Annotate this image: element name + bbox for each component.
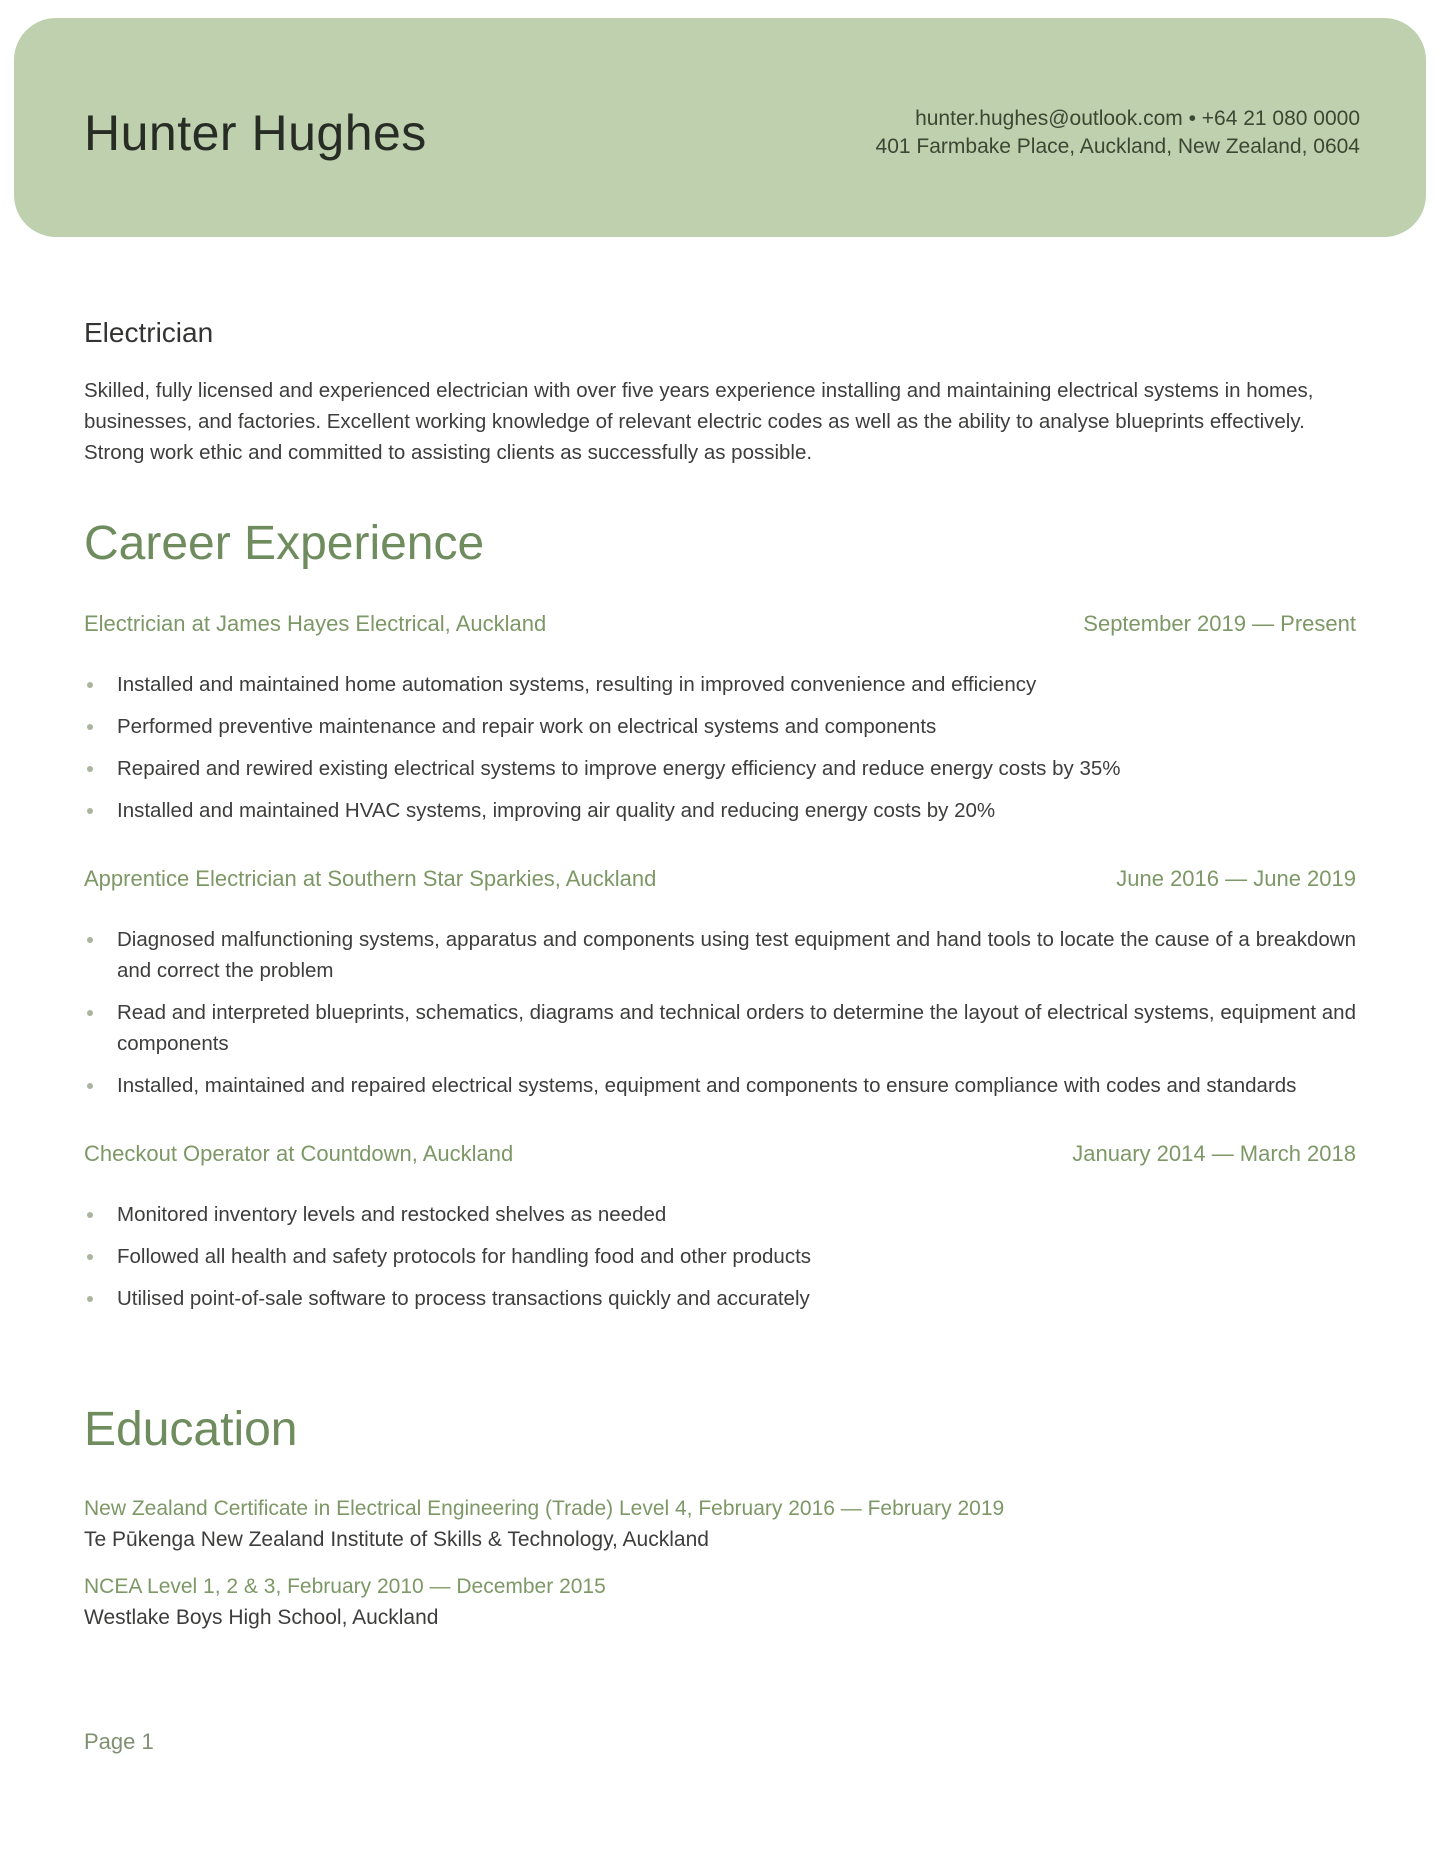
bullet-dot xyxy=(87,1296,93,1302)
education-institution: Te Pūkenga New Zealand Institute of Skills & Technology, Auckland xyxy=(84,1528,709,1551)
job-entry xyxy=(84,611,1356,826)
job-bullet xyxy=(84,1070,1356,1101)
bullet-text: Installed and maintained HVAC systems, improving air quality and reducing energy costs by 20% xyxy=(117,799,996,822)
bullet-text: Performed preventive maintenance and repair work on electrical systems and components xyxy=(117,715,937,738)
education-entry xyxy=(84,1571,1356,1633)
profile-summary: Skilled, fully licensed and experienced electrician with over five years experience installing and maintaining electrical systems in homes, businesses, and factories. Excellent working knowledge of relevant electric codes as well as the ability to analyse blueprints effectively. Strong work ethic and committed to assisting clients as successfully as possible. xyxy=(84,379,1314,464)
career-section-heading: Career Experience xyxy=(84,517,485,570)
bullet-dot xyxy=(87,937,93,943)
job-entry xyxy=(84,1141,1356,1314)
bullet-dot xyxy=(87,1212,93,1218)
job-bullet xyxy=(84,1199,1356,1230)
person-name: Hunter Hughes xyxy=(84,104,427,161)
job-bullet xyxy=(84,711,1356,742)
bullet-text: Installed and maintained home automation systems, resulting in improved convenience and efficiency xyxy=(117,673,1037,696)
job-dates: June 2016 — June 2019 xyxy=(1116,866,1356,891)
bullet-dot xyxy=(87,1254,93,1260)
education-title: NCEA Level 1, 2 & 3, February 2010 — December 2015 xyxy=(84,1575,606,1598)
education-section-heading: Education xyxy=(84,1403,298,1456)
job-bullet-list xyxy=(84,669,1356,826)
bullet-dot xyxy=(87,1083,93,1089)
bullet-text: Utilised point-of-sale software to process transactions quickly and accurately xyxy=(117,1287,810,1310)
education-title: New Zealand Certificate in Electrical Engineering (Trade) Level 4, February 2016 — February 2019 xyxy=(84,1497,1005,1520)
job-bullet xyxy=(84,924,1356,986)
contact-line-address: 401 Farmbake Place, Auckland, New Zealand, 0604 xyxy=(875,134,1360,158)
job-bullet xyxy=(84,1241,1356,1272)
bullet-dot xyxy=(87,1010,93,1016)
job-bullet-list xyxy=(84,924,1356,1101)
job-bullet xyxy=(84,669,1356,700)
contact-line-email-phone: hunter.hughes@outlook.com • +64 21 080 0000 xyxy=(915,106,1360,130)
bullet-dot xyxy=(87,682,93,688)
job-bullet xyxy=(84,753,1356,784)
job-header xyxy=(84,611,1356,637)
job-bullet-list xyxy=(84,1199,1356,1314)
role-title: Electrician xyxy=(84,317,214,348)
bullet-dot xyxy=(87,724,93,730)
job-bullet xyxy=(84,997,1356,1059)
bullet-text: Read and interpreted blueprints, schematics, diagrams and technical orders to determine the layout of electrical systems, equipment and components xyxy=(117,1001,1356,1055)
job-entry xyxy=(84,866,1356,1101)
education-entries xyxy=(84,1493,1356,1633)
job-title: Electrician at James Hayes Electrical, Auckland xyxy=(84,611,547,636)
bullet-text: Followed all health and safety protocols for handling food and other products xyxy=(117,1245,812,1268)
bullet-text: Repaired and rewired existing electrical systems to improve energy efficiency and reduce energy costs by 35% xyxy=(117,757,1121,780)
bullet-text: Monitored inventory levels and restocked shelves as needed xyxy=(117,1203,667,1226)
job-title: Checkout Operator at Countdown, Auckland xyxy=(84,1141,514,1166)
job-dates: January 2014 — March 2018 xyxy=(1072,1141,1356,1166)
job-bullet xyxy=(84,795,1356,826)
job-title: Apprentice Electrician at Southern Star Sparkies, Auckland xyxy=(84,866,657,891)
contact-block xyxy=(876,105,1360,161)
bullet-text: Diagnosed malfunctioning systems, apparatus and components using test equipment and hand tools to locate the cause of a breakdown and correct the problem xyxy=(117,928,1356,982)
job-bullet xyxy=(84,1283,1356,1314)
bullet-dot xyxy=(87,766,93,772)
job-dates: September 2019 — Present xyxy=(1083,611,1356,636)
job-header xyxy=(84,1141,1356,1167)
education-entry xyxy=(84,1493,1356,1555)
education-institution: Westlake Boys High School, Auckland xyxy=(84,1606,439,1629)
bullet-dot xyxy=(87,808,93,814)
job-header xyxy=(84,866,1356,892)
resume-body xyxy=(0,317,1440,1755)
page-number: Page 1 xyxy=(84,1729,154,1754)
header-band xyxy=(14,18,1426,237)
bullet-text: Installed, maintained and repaired electrical systems, equipment and components to ensure compliance with codes and standards xyxy=(117,1074,1297,1097)
